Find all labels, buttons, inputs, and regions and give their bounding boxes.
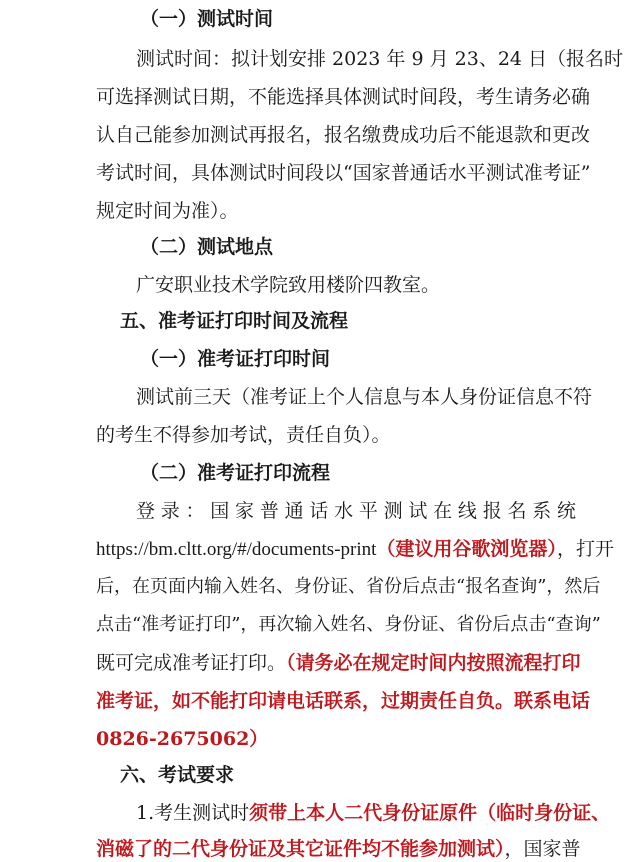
line-end-text: ，国家普	[504, 838, 581, 860]
id-requirement: 须带上本人二代身份证原件（临时身份证、	[249, 802, 611, 824]
subheading-printing-process: （二）准考证打印流程	[140, 462, 331, 484]
contact-phone: 0826-2675062）	[96, 728, 269, 750]
paragraph-line: 测试时间：拟计划安排 2023 年 9 月 23、24 日（报名时	[136, 48, 624, 70]
subheading-printing-time: （一）准考证打印时间	[140, 348, 331, 370]
paragraph-line	[96, 650, 581, 676]
paragraph-line: 认自己能参加测试再报名，报名缴费成功后不能退款和更改	[96, 124, 591, 146]
paragraph-line: 点击“准考证打印”，再次输入姓名、身份证、省份后点击“查询”	[96, 614, 601, 635]
paragraph-line	[96, 836, 581, 862]
paragraph-line: 广安职业技术学院致用楼阶四教室。	[136, 274, 441, 296]
paragraph-line	[96, 536, 614, 563]
section-heading-exam-requirements: 六、考试要求	[120, 764, 235, 786]
id-requirement-continued: 消磁了的二代身份证及其它证件均不能参加测试）	[96, 838, 505, 860]
subheading-test-time: （一）测试时间	[140, 8, 274, 30]
warning-text: （请务必在规定时间内按照流程打印	[286, 652, 581, 674]
section-heading-ticket-printing: 五、准考证打印时间及流程	[120, 310, 349, 332]
paragraph-line: 登录：国家普通话水平测试在线报名系统	[136, 500, 576, 522]
paragraph-line: 的考生不得参加考试，责任自负）。	[96, 424, 391, 446]
subheading-test-location: （二）测试地点	[140, 236, 274, 258]
paragraph-line: 测试前三天（准考证上个人信息与本人身份证信息不符	[136, 386, 593, 408]
completion-text: 既可完成准考证打印。	[96, 652, 287, 674]
paragraph-line: 可选择测试日期，不能选择具体测试时间段，考生请务必确	[96, 86, 591, 108]
paragraph-line: 考试时间，具体测试时间段以“国家普通话水平测试准考证”	[96, 162, 591, 184]
registration-url-link[interactable]: https://bm.cltt.org/#/documents-print	[96, 539, 377, 560]
paragraph-line	[136, 800, 610, 826]
warning-text-line: 准考证，如不能打印请电话联系，过期责任自负。联系电话	[96, 690, 591, 712]
paragraph-line: 规定时间为准）。	[96, 200, 239, 222]
paragraph-line: 后，在页面内输入姓名、身份证、省份后点击“报名查询”，然后	[96, 576, 601, 597]
browser-recommendation: （建议用谷歌浏览器）	[376, 538, 557, 560]
item-prefix: 1.考生测试时	[136, 802, 250, 824]
url-line-end: ，打开	[556, 538, 614, 560]
